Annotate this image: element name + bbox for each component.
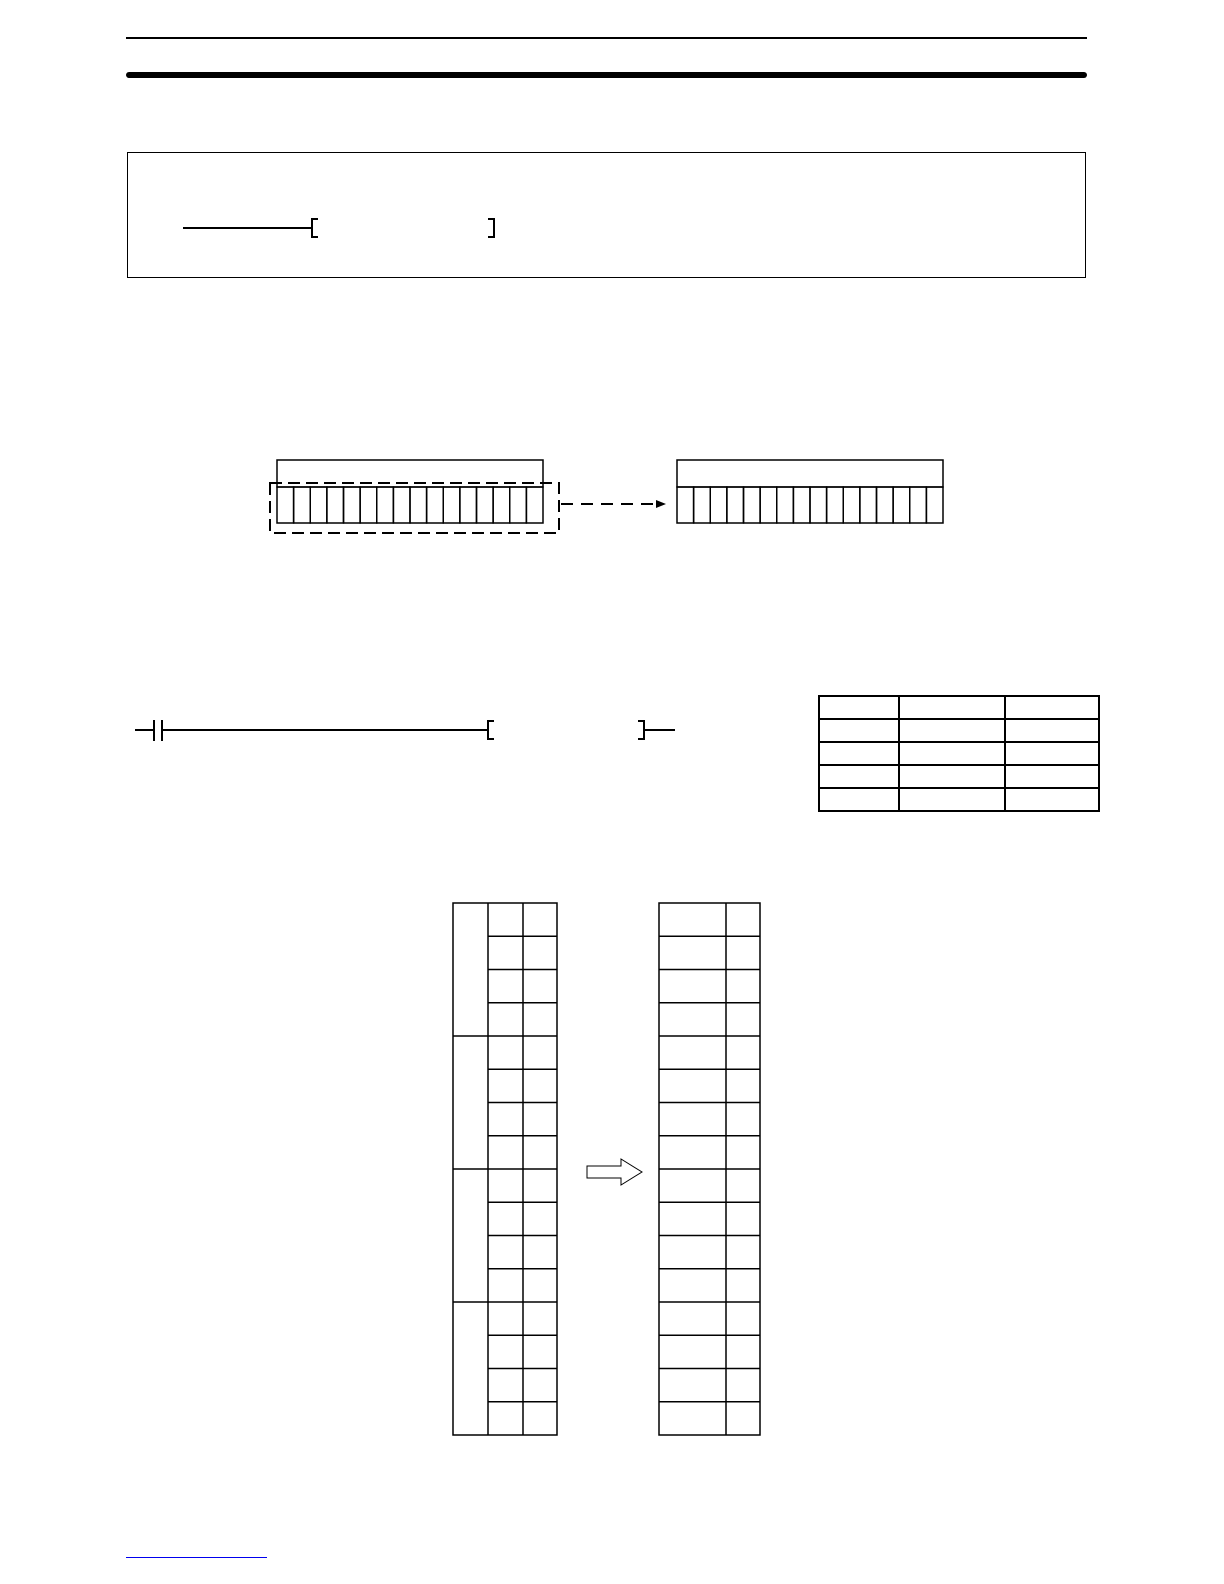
mapping-left-table: [453, 903, 557, 1435]
mapping-right-table: [659, 903, 760, 1435]
mapping-arrow: [587, 1159, 642, 1185]
footer-link-underline[interactable]: [126, 1557, 267, 1558]
